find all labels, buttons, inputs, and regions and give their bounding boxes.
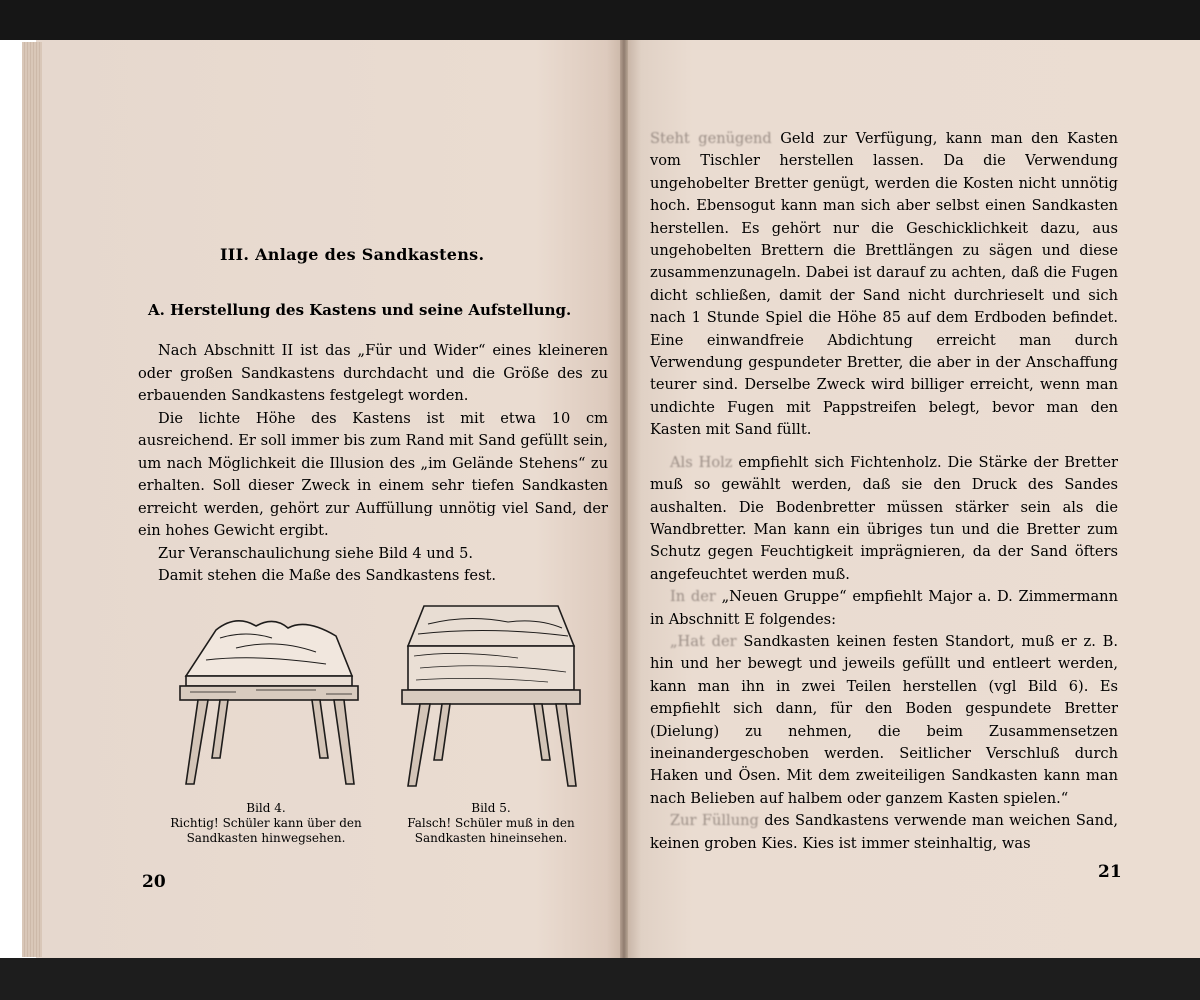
right-body-text — [650, 128, 1118, 855]
figure-bild-5-illustration — [398, 600, 584, 798]
scan-background-top — [0, 0, 1200, 40]
figure-bild-4-illustration — [176, 608, 362, 798]
figure-bild-5-caption — [386, 801, 596, 846]
caption-line: Sandkasten hinwegsehen. — [186, 831, 346, 845]
paragraph — [650, 128, 1118, 442]
figure-bild-4-caption — [156, 801, 376, 846]
page-number-right: 21 — [1098, 862, 1122, 882]
figure-label: Bild 4. — [246, 801, 286, 815]
paragraph: Zur Veranschaulichung siehe Bild 4 und 5. — [158, 544, 474, 562]
faded-text: Zur Füllung — [670, 812, 759, 830]
book-gutter — [620, 40, 628, 958]
paragraph-text: Geld zur Verfügung, kann man den Kasten vom Tischler herstellen lassen. Da die Verwendung ungehobelter Bretter genügt, werden die Kosten nicht unnötig hoch. Ebensogut kann man sich aber selbst einen Sandkasten herstellen. Es gehört nur die Geschicklichkeit dazu, aus ungehobelten Brettern die Brettlängen zu sägen und diese zusammenzunageln. Dabei ist darauf zu achten, daß die Fugen dicht schließen, damit der Sand nicht durchrieselt und sich nach 1 Stunde Spiel die Höhe 85 auf dem Erdboden befindet. Eine einwandfreie Abdichtung erreicht man durch Verwendung gespundeter Bretter, die aber in der Anschaffung teurer sind. Derselbe Zweck wird billiger erreicht, wenn man undichte Fugen mit Pappstreifen belegt, bevor man den Kasten mit Sand füllt. — [650, 130, 1118, 439]
section-title: A. Herstellung des Kastens und seine Aufstellung. — [148, 301, 572, 319]
faded-text: Als Holz — [670, 453, 733, 471]
paragraph — [650, 631, 1118, 810]
paragraph — [650, 452, 1118, 586]
figure-label: Bild 5. — [471, 801, 511, 815]
paragraph: Damit stehen die Maße des Sandkastens fest. — [158, 567, 497, 584]
page-number-left: 20 — [142, 872, 166, 892]
paragraph-text: empfiehlt sich Fichtenholz. Die Stärke der Bretter muß so gewählt werden, daß sie den Druck des Sandes aushalten. Die Bodenbretter müssen stärker sein als die Wandbretter. Man kann ein übriges tun und die Bretter zum Schutz gegen Feuchtigkeit imprägnieren, da der Sand öfters angefeuchtet werden muß. — [650, 453, 1118, 583]
paragraph-text: Sandkasten keinen festen Standort, muß er z. B. hin und her bewegt und jeweils gefüllt und entleert werden, kann man ihn in zwei Teilen herstellen (vgl Bild 6). Es empfiehlt sich dann, für den Boden gespundete Bretter (Dielung) zu nehmen, die beim Zusammensetzen ineinandergeschoben werden. Seitlicher Verschluß durch Haken und Ösen. Mit dem zweiteiligen Sandkasten kann man nach Belieben auf halbem oder ganzem Kasten spielen.“ — [650, 632, 1119, 807]
paragraph — [650, 586, 1118, 631]
paragraph-text: „Neuen Gruppe“ empfiehlt Major a. D. Zimmermann in Abschnitt E folgendes: — [650, 588, 1118, 628]
scan-background-bottom — [0, 958, 1200, 1000]
page-edges — [22, 42, 42, 957]
paragraph: Die lichte Höhe des Kastens ist mit etwa 10 cm ausreichend. Er soll immer bis zum Rand mit Sand gefüllt sein, um nach Möglichkeit die Illusion des „im Gelände Stehens“ zu erhalten. Soll dieser Zweck in einem sehr tiefen Sandkasten erreicht werden, gehört zur Auffüllung unnötig viel Sand, der ein hohes Gewicht ergibt. — [138, 409, 608, 539]
caption-line: Richtig! Schüler kann über den — [170, 816, 362, 830]
chapter-title: III. Anlage des Sandkastens. — [220, 245, 485, 264]
faded-text: In der — [670, 588, 716, 606]
faded-text: Steht genügend — [650, 130, 772, 147]
caption-line: Sandkasten hineinsehen. — [414, 831, 568, 845]
paragraph: Nach Abschnitt II ist das „Für und Wider“ eines kleineren oder großen Sandkastens durchdacht und die Größe des zu erbauenden Sandkastens festgelegt worden. — [138, 342, 608, 404]
left-body-text — [138, 340, 608, 588]
paragraph — [650, 810, 1118, 855]
paragraph-text: des Sandkastens verwende man weichen Sand, keinen groben Kies. Kies ist immer steinhaltig, was — [650, 812, 1118, 852]
faded-text: „Hat der — [670, 632, 737, 650]
caption-line: Falsch! Schüler muß in den — [407, 816, 575, 830]
